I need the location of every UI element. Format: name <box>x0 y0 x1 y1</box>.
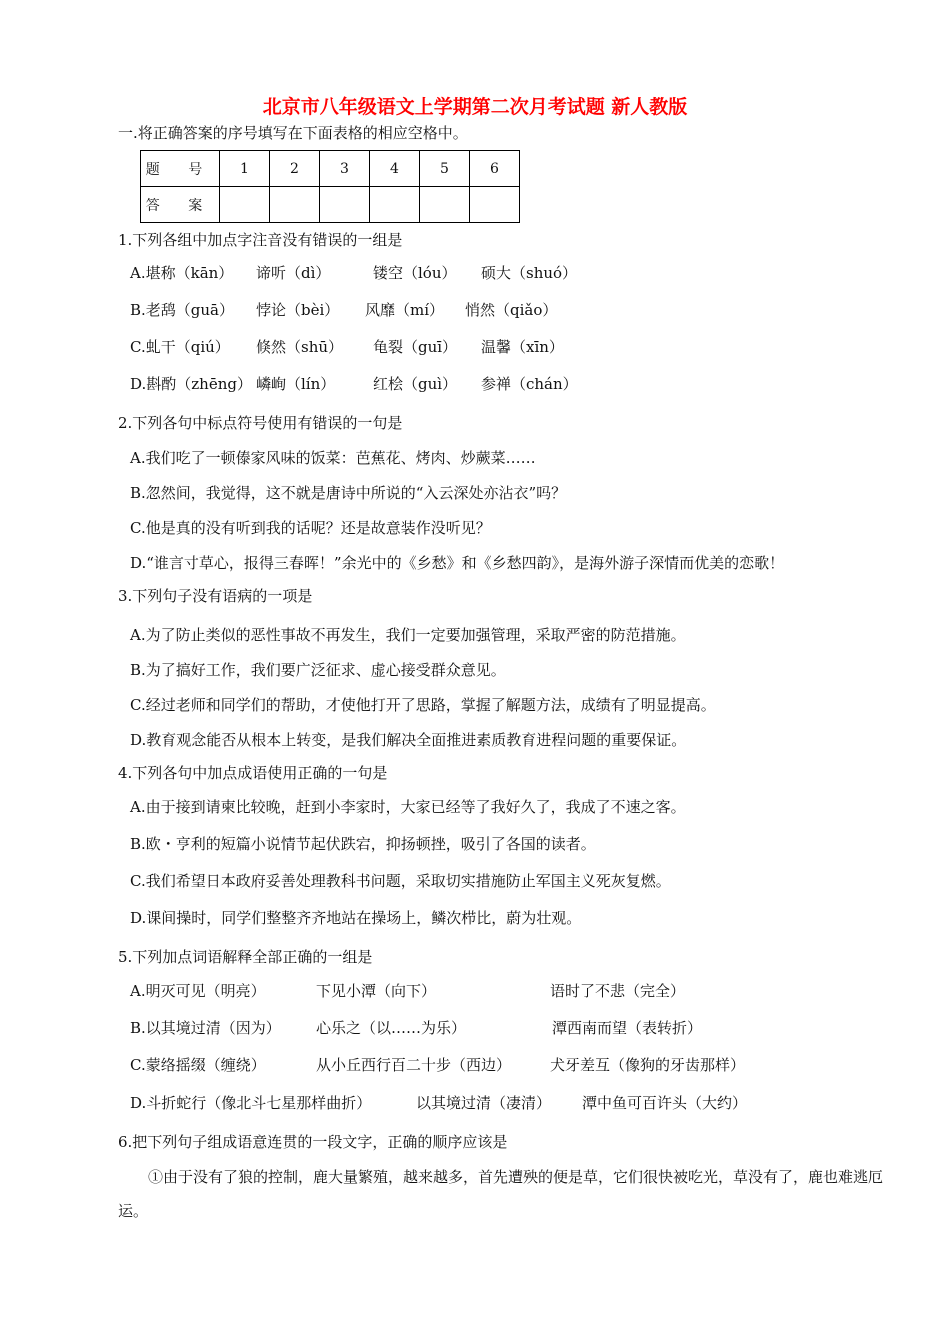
option-item: 红桧（guì） <box>373 375 458 393</box>
option-item: 下见小潭（向下） <box>316 982 437 1000</box>
option-item: 从小丘西行百二十步（西边） <box>316 1056 512 1074</box>
question-3-stem: 3.下列句子没有语病的一项是 <box>118 587 313 605</box>
q3-option-d: D.教育观念能否从根本上转变，是我们解决全面推进素质教育进程问题的重要保证。 <box>130 731 687 749</box>
q6-sentence-1: ①由于没有了狼的控制，鹿大量繁殖，越来越多，首先遭殃的便是草，它们很快被吃光，草没有了，鹿也难逃厄运。 <box>118 1168 884 1220</box>
option-item: 嶙峋（lín） <box>256 375 336 393</box>
question-6-stem: 6.把下列句子组成语意连贯的一段文字，正确的顺序应该是 <box>118 1133 508 1151</box>
option-item: 谛听（dì） <box>256 264 331 282</box>
question-5-stem: 5.下列加点词语解释全部正确的一组是 <box>118 948 373 966</box>
q3-option-a: A.为了防止类似的恶性事故不再发生，我们一定要加强管理，采取严密的防范措施。 <box>130 626 686 644</box>
option-item: 温馨（xīn） <box>481 338 564 356</box>
number-cell: 5 <box>420 151 470 187</box>
q2-option-d: D.“谁言寸草心，报得三春晖！”余光中的《乡愁》和《乡愁四韵》，是海外游子深情而优美的恋歌！ <box>130 554 785 572</box>
number-cell: 3 <box>320 151 370 187</box>
option-item: 悖论（bèi） <box>256 301 340 319</box>
answer-table <box>140 150 520 223</box>
option-item: D.斗折蛇行（像北斗七星那样曲折） <box>130 1094 372 1112</box>
option-item: 龟裂（guī） <box>373 338 458 356</box>
option-item: 镂空（lóu） <box>373 264 457 282</box>
option-item: A.明灭可见（明亮） <box>130 982 266 1000</box>
option-item: D.斟酌（zhēng） <box>130 375 252 393</box>
q4-option-d: D.课间操时，同学们整整齐齐地站在操场上，鳞次栉比，蔚为壮观。 <box>130 909 582 927</box>
option-item: 语时了不悲（完全） <box>550 982 686 1000</box>
q3-option-b: B.为了搞好工作，我们要广泛征求、虚心接受群众意见。 <box>130 661 506 679</box>
option-item: 潭西南而望（表转折） <box>552 1019 703 1037</box>
q2-option-a: A.我们吃了一顿傣家风味的饭菜：芭蕉花、烤肉、炒蕨菜…… <box>130 449 536 467</box>
number-cell: 6 <box>470 151 520 187</box>
option-item: 潭中鱼可百许头（大约） <box>582 1094 748 1112</box>
option-item: B.以其境过清（因为） <box>130 1019 281 1037</box>
option-item: A.堪称（kān） <box>130 264 234 282</box>
answer-cell[interactable] <box>220 187 270 223</box>
document-title: 北京市八年级语文上学期第二次月考试题 新人教版 <box>262 96 688 118</box>
q4-option-a: A.由于接到请柬比较晚，赶到小李家时，大家已经等了我好久了，我成了不速之客。 <box>130 798 686 816</box>
option-item: 参禅（chán） <box>481 375 578 393</box>
answer-cell[interactable] <box>420 187 470 223</box>
table-row <box>141 151 520 187</box>
number-cell: 2 <box>270 151 320 187</box>
answer-cell[interactable] <box>270 187 320 223</box>
section-one-instruction: 一.将正确答案的序号填写在下面表格的相应空格中。 <box>118 124 468 142</box>
option-item: 风靡（mí） <box>365 301 445 319</box>
option-item: C.蒙络摇缀（缠绕） <box>130 1056 266 1074</box>
q4-option-c: C.我们希望日本政府妥善处理教科书问题，采取切实措施防止军国主义死灰复燃。 <box>130 872 671 890</box>
header-cell: 题 号 <box>141 151 220 187</box>
option-item: 心乐之（以……为乐） <box>316 1019 467 1037</box>
answer-cell[interactable] <box>320 187 370 223</box>
question-2-stem: 2.下列各句中标点符号使用有错误的一句是 <box>118 414 403 432</box>
number-cell: 1 <box>220 151 270 187</box>
option-item: 倏然（shū） <box>256 338 344 356</box>
answer-cell[interactable] <box>470 187 520 223</box>
option-item: 以其境过清（凄清） <box>416 1094 552 1112</box>
q2-option-b: B.忽然间，我觉得，这不就是唐诗中所说的“入云深处亦沾衣”吗？ <box>130 484 567 502</box>
question-4-stem: 4.下列各句中加点成语使用正确的一句是 <box>118 764 388 782</box>
option-item: C.虬干（qiú） <box>130 338 230 356</box>
table-row <box>141 187 520 223</box>
answer-cell[interactable] <box>370 187 420 223</box>
q2-option-c: C.他是真的没有听到我的话呢？还是故意装作没听见？ <box>130 519 491 537</box>
q4-option-b: B.欧・亨利的短篇小说情节起伏跌宕，抑扬顿挫，吸引了各国的读者。 <box>130 835 596 853</box>
q3-option-c: C.经过老师和同学们的帮助，才使他打开了思路，掌握了解题方法，成绩有了明显提高。 <box>130 696 716 714</box>
header-cell: 答 案 <box>141 187 220 223</box>
option-item: 悄然（qiǎo） <box>465 301 558 319</box>
question-1-stem: 1.下列各组中加点字注音没有错误的一组是 <box>118 231 403 249</box>
option-item: B.老鸹（guā） <box>130 301 234 319</box>
option-item: 犬牙差互（像狗的牙齿那样） <box>550 1056 746 1074</box>
option-item: 硕大（shuó） <box>481 264 578 282</box>
number-cell: 4 <box>370 151 420 187</box>
